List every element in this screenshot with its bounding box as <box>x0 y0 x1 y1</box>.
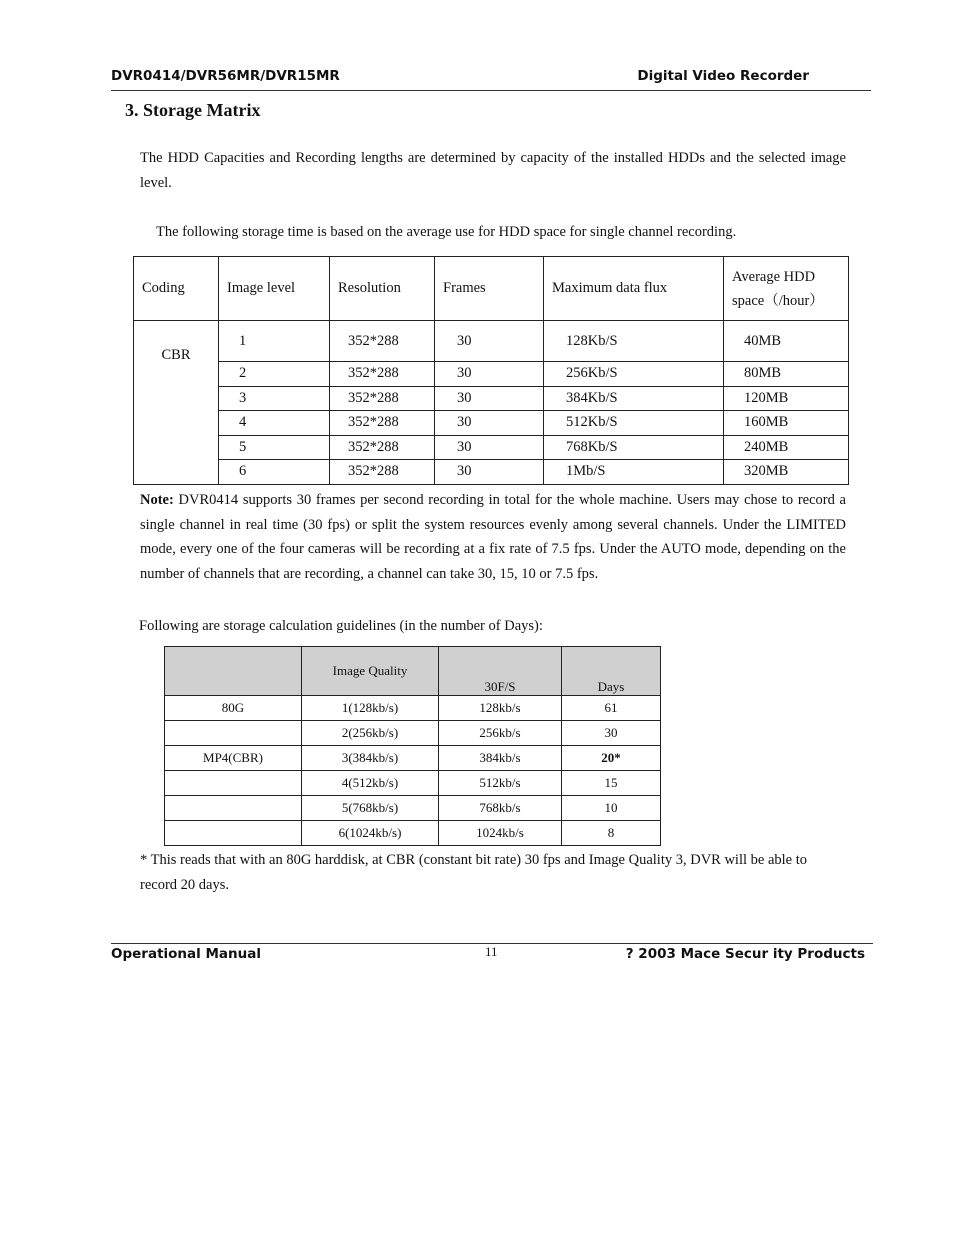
table-cell: 30 <box>435 321 544 362</box>
table-cell: 512Kb/S <box>544 411 724 436</box>
header-cell: Days <box>562 647 661 696</box>
table-cell <box>165 721 302 746</box>
table-cell: 1Mb/S <box>544 460 724 485</box>
table-cell: 1 <box>219 321 330 362</box>
table-cell: 30 <box>562 721 661 746</box>
table-cell: 3(384kb/s) <box>302 746 439 771</box>
table-row <box>134 362 849 387</box>
table-cell: 128Kb/S <box>544 321 724 362</box>
table-cell: 30 <box>435 386 544 411</box>
table-cell: 320MB <box>724 460 849 485</box>
intro-paragraph: The HDD Capacities and Recording lengths are determined by capacity of the installed HDDs and the selected image level. <box>140 150 846 191</box>
table-cell: 20* <box>562 746 661 771</box>
section-title: 3. Storage Matrix <box>125 100 261 120</box>
header-cell: 30F/S <box>439 647 562 696</box>
table-cell: 160MB <box>724 411 849 436</box>
table-cell: 5(768kb/s) <box>302 796 439 821</box>
header-cell: Image Quality <box>302 647 439 696</box>
table-cell: 40MB <box>724 321 849 362</box>
header-model: DVR0414/DVR56MR/DVR15MR <box>111 68 340 84</box>
table-header-row <box>134 257 849 321</box>
table-cell: 80G <box>165 696 302 721</box>
header-product: Digital Video Recorder <box>637 68 809 84</box>
table-cell: 4 <box>219 411 330 436</box>
table-row <box>134 411 849 436</box>
table-cell <box>165 796 302 821</box>
table-cell: 4(512kb/s) <box>302 771 439 796</box>
table-cell: 6 <box>219 460 330 485</box>
table-cell: 80MB <box>724 362 849 387</box>
note-label: Note: <box>140 492 174 508</box>
table-cell: 352*288 <box>330 411 435 436</box>
table-row <box>165 746 661 771</box>
header-cell: Maximum data flux <box>544 257 724 321</box>
table-cell: 30 <box>435 362 544 387</box>
table-cell: 256kb/s <box>439 721 562 746</box>
table-cell: 2(256kb/s) <box>302 721 439 746</box>
table-row <box>165 796 661 821</box>
storage-matrix-table <box>133 256 849 485</box>
coding-cell: CBR <box>134 321 219 485</box>
table-cell: 384kb/s <box>439 746 562 771</box>
table-cell: 352*288 <box>330 362 435 387</box>
header-cell: Coding <box>134 257 219 321</box>
table-cell: 384Kb/S <box>544 386 724 411</box>
header-cell: Frames <box>435 257 544 321</box>
table-row <box>165 696 661 721</box>
table-cell: 30 <box>435 411 544 436</box>
table-cell: 128kb/s <box>439 696 562 721</box>
table-cell: 2 <box>219 362 330 387</box>
storage-days-table <box>164 646 661 846</box>
footer-manual: Operational Manual <box>111 946 261 962</box>
header-cell: Average HDD space（/hour） <box>724 257 849 321</box>
table-cell: 256Kb/S <box>544 362 724 387</box>
footer-copyright: ? 2003 Mace Secur ity Products <box>625 946 865 962</box>
footnote: * This reads that with an 80G harddisk, at CBR (constant bit rate) 30 fps and Image Quality 3, DVR will be able to record 20 days. <box>140 852 808 893</box>
table-cell: 30 <box>435 460 544 485</box>
table-cell: 8 <box>562 821 661 846</box>
table-cell: 768Kb/S <box>544 435 724 460</box>
table-row <box>134 435 849 460</box>
note-text: DVR0414 supports 30 frames per second recording in total for the whole machine. Users may chose to record a single channel in real time (30 fps) or split the system resources evenly among several channels. Under the LIMITED mode, every one of the four cameras will be recording at a fix rate of 7.5 fps. Under the AUTO mode, depending on the number of channels that are recording, a channel can take 30, 15, 10 or 7.5 fps. <box>140 492 846 582</box>
page-header <box>111 68 871 91</box>
table-cell: 1(128kb/s) <box>302 696 439 721</box>
table-row <box>165 821 661 846</box>
table-cell: MP4(CBR) <box>165 746 302 771</box>
table-cell: 61 <box>562 696 661 721</box>
table-cell: 3 <box>219 386 330 411</box>
table-header-row <box>165 647 661 696</box>
table-cell: 1024kb/s <box>439 821 562 846</box>
table-cell: 352*288 <box>330 386 435 411</box>
table-cell: 352*288 <box>330 460 435 485</box>
table-row <box>134 321 849 362</box>
table-cell: 352*288 <box>330 321 435 362</box>
table-row <box>134 386 849 411</box>
header-cell: Resolution <box>330 257 435 321</box>
table-cell: 352*288 <box>330 435 435 460</box>
table-cell: 10 <box>562 796 661 821</box>
table-cell <box>165 771 302 796</box>
header-cell <box>165 647 302 696</box>
table-cell: 120MB <box>724 386 849 411</box>
table-row <box>165 721 661 746</box>
table-cell: 768kb/s <box>439 796 562 821</box>
guidelines-intro: Following are storage calculation guidelines (in the number of Days): <box>139 618 543 634</box>
table-cell: 30 <box>435 435 544 460</box>
table-cell <box>165 821 302 846</box>
note-paragraph <box>140 488 846 586</box>
table-row <box>134 460 849 485</box>
table-row <box>165 771 661 796</box>
page-footer <box>111 943 873 962</box>
page-number: 11 <box>485 944 498 959</box>
table-cell: 240MB <box>724 435 849 460</box>
basis-paragraph: The following storage time is based on the average use for HDD space for single channel recording. <box>156 224 737 240</box>
table-cell: 5 <box>219 435 330 460</box>
table-cell: 512kb/s <box>439 771 562 796</box>
header-cell: Image level <box>219 257 330 321</box>
table-cell: 6(1024kb/s) <box>302 821 439 846</box>
table-cell: 15 <box>562 771 661 796</box>
